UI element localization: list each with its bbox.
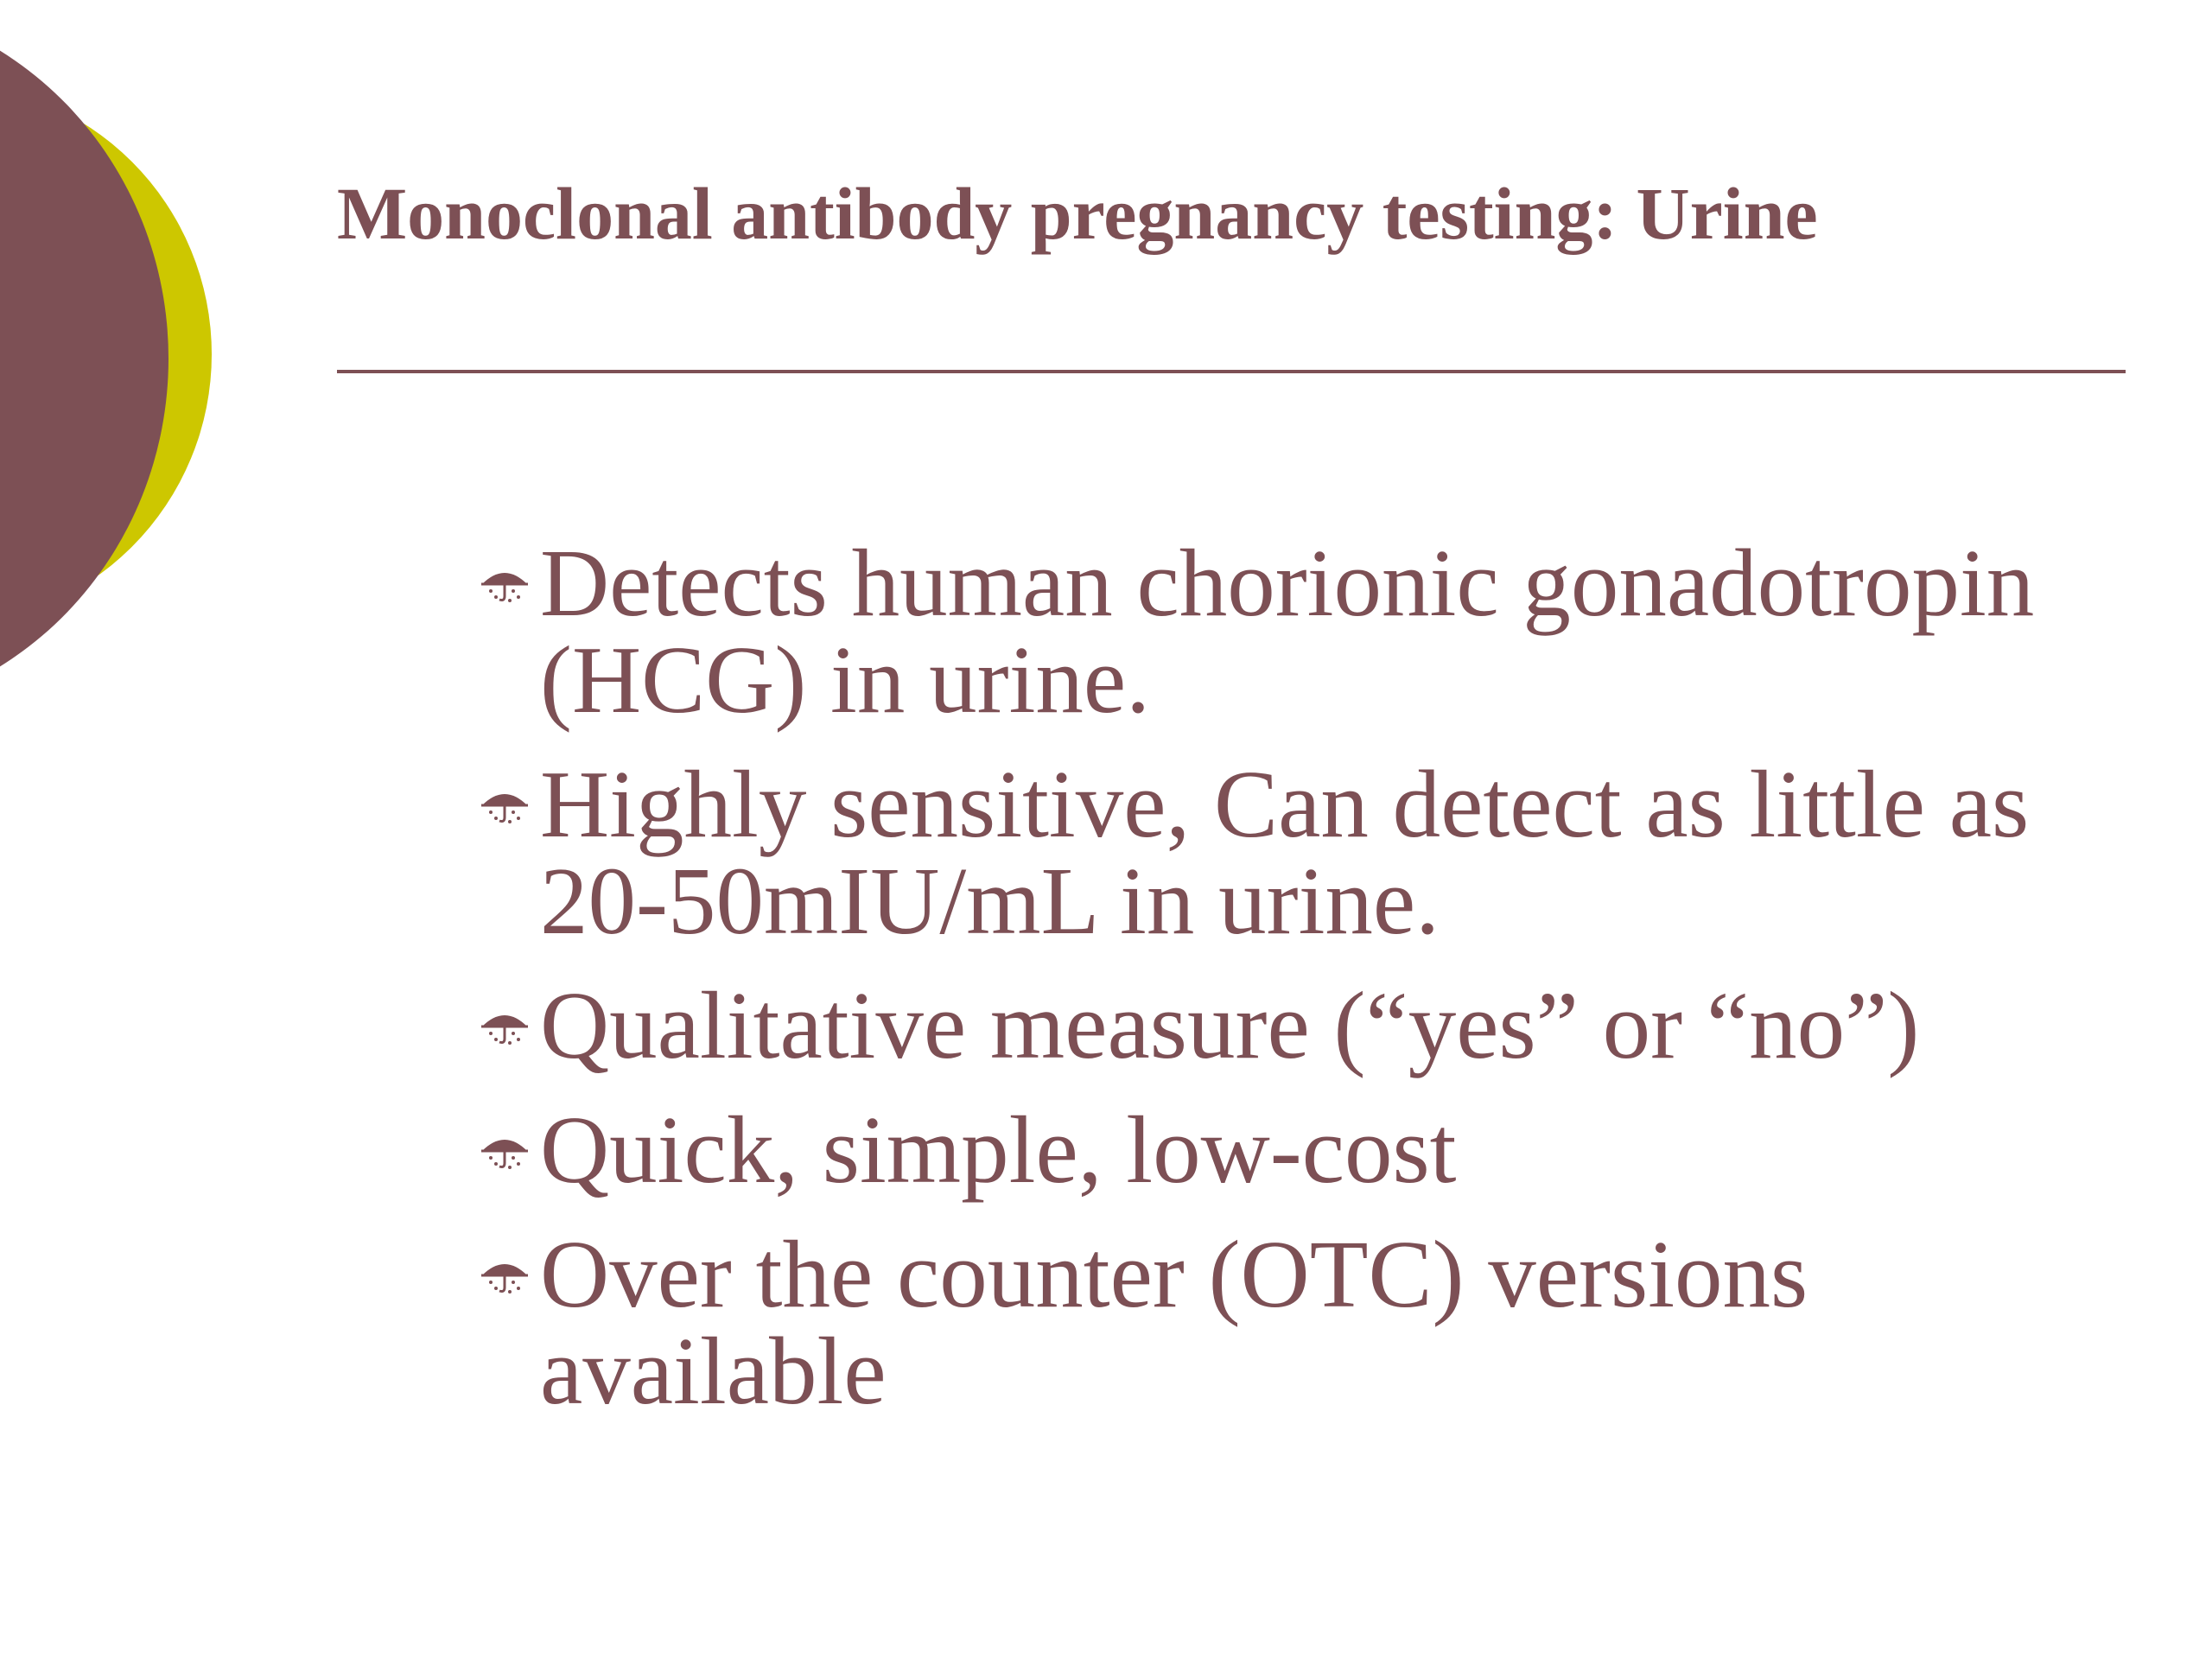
bullet-item <box>475 752 2117 955</box>
bullet-text: Over the counter (OTC) versions available <box>540 1222 1808 1425</box>
title-divider <box>337 370 2126 373</box>
bullet-text: Qualitative measure (“yes” or “no”) <box>540 973 1920 1079</box>
bullet-item <box>475 1097 2117 1204</box>
bullet-item <box>475 531 2117 734</box>
umbrella-rain-icon <box>475 978 531 1075</box>
bullet-text: Detects human chorionic gonadotropin (HCG) in urine. <box>540 531 2035 734</box>
umbrella-rain-icon <box>475 536 531 632</box>
bullet-item <box>475 973 2117 1079</box>
bullet-text: Quick, simple, low-cost <box>540 1097 1457 1204</box>
slide-title: Monoclonal antibody pregnancy testing: Urine <box>337 172 1818 255</box>
decorative-mauve-circle <box>0 0 168 717</box>
bullet-list <box>475 531 2117 1448</box>
umbrella-rain-icon <box>475 757 531 854</box>
umbrella-rain-icon <box>475 1227 531 1324</box>
bullet-text: Highly sensitive, Can detect as little as 20-50mIU/mL in urine. <box>540 752 2030 955</box>
umbrella-rain-icon <box>475 1103 531 1199</box>
bullet-item <box>475 1222 2117 1425</box>
